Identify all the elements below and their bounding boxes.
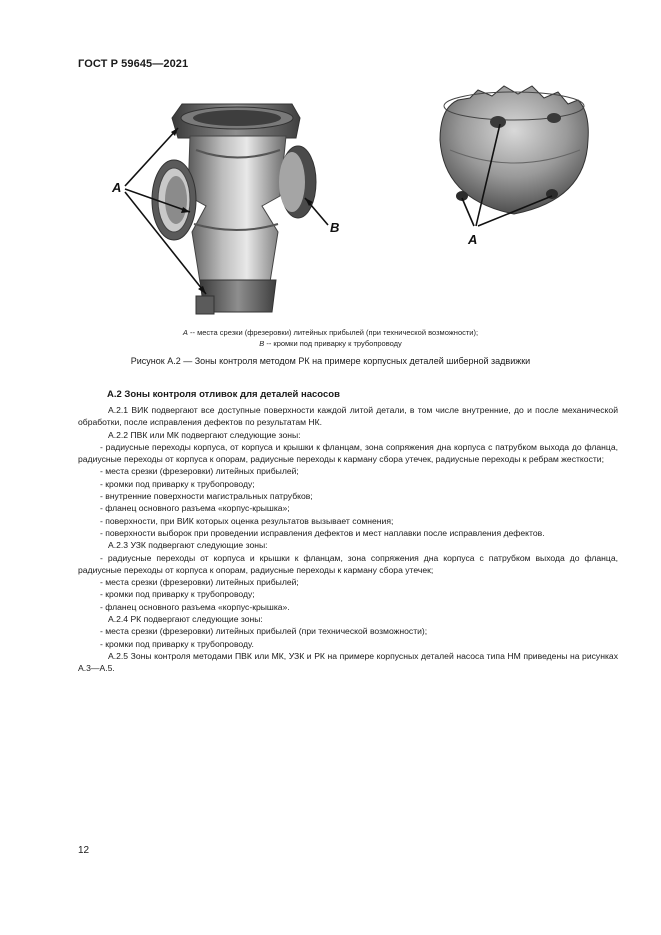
document-header: ГОСТ Р 59645—2021 [78,58,189,70]
list-item: - места срезки (фрезеровки) литейных прибылей (при технической возможности); [100,626,428,637]
section-body [78,404,618,675]
list-item: - кромки под приварку к трубопроводу; [100,478,255,489]
list-item: - радиусные переходы от корпуса и крышки к фланцам, зона сопряжения дна корпуса с патрубком выхода до фланца, радиусные переходы от корпуса к опорам, радиусные переходы к карману сбора утечек; [78,552,618,575]
clause-paragraph: А.2.1 ВИК подвергают все доступные поверхности каждой литой детали, в том числе внутренние, до и после механической обработки, после исправления дефектов по результатам НК. [78,405,618,428]
list-item: - поверхности, при ВИК которых оценка результатов вызывает сомнения; [100,515,394,526]
list-item: - места срезки (фрезеровки) литейных прибылей; [100,577,299,588]
figure-caption: Рисунок А.2 — Зоны контроля методом РК на примере корпусных деталей шиберной задвижки [130,356,531,366]
list-item: - фланец основного разъема «корпус-крышка». [100,601,290,612]
label-a-right: А [468,232,478,247]
leader-line-a-right-1 [462,198,474,226]
list-item: - поверхности выборок при проведении исправления дефектов и мест наплавки после исправления дефектов. [100,527,545,538]
list-item: - кромки под приварку к трубопроводу; [100,589,255,600]
list-item: - радиусные переходы корпуса, от корпуса и крышки к фланцам, зона сопряжения дна корпуса с патрубком выхода до фланца, радиусные переходы от корпуса к опорам, радиусные переходы к карману сбора утечек, радиусные переходы к ребрам жесткости; [78,441,618,465]
list-item: - фланец основного разъема «корпус-крышка»; [100,503,290,514]
list-item: - внутренние поверхности магистральных патрубков; [100,491,313,502]
clause-paragraph: А.2.3 УЗК подвергают следующие зоны: [108,540,268,551]
legend-line-b: В -- кромки под приварку к трубопроводу [259,339,402,348]
section-title: А.2 Зоны контроля отливок для деталей насосов [107,389,340,400]
list-item: - кромки под приварку к трубопроводу. [100,638,254,649]
figure-gate-valve-parts [0,0,661,330]
label-b-left: В [330,220,340,235]
page-number: 12 [78,845,90,856]
valve-cover-illustration [440,86,588,214]
label-a-left: А [112,180,122,195]
list-item: - места срезки (фрезеровки) литейных прибылей; [100,466,299,477]
clause-paragraph: А.2.2 ПВК или МК подвергают следующие зоны: [108,429,301,440]
legend-line-a: А -- места срезки (фрезеровки) литейных прибылей (при технической возможности); [182,328,479,337]
clause-paragraph: А.2.5 Зоны контроля методами ПВК или МК, УЗК и РК на примере корпусных деталей насоса типа НМ приведены на рисунках А.3—А.5. [78,650,618,674]
valve-body-illustration [152,104,316,314]
clause-paragraph: А.2.4 РК подвергают следующие зоны: [108,614,263,625]
figure-legend [0,327,661,349]
